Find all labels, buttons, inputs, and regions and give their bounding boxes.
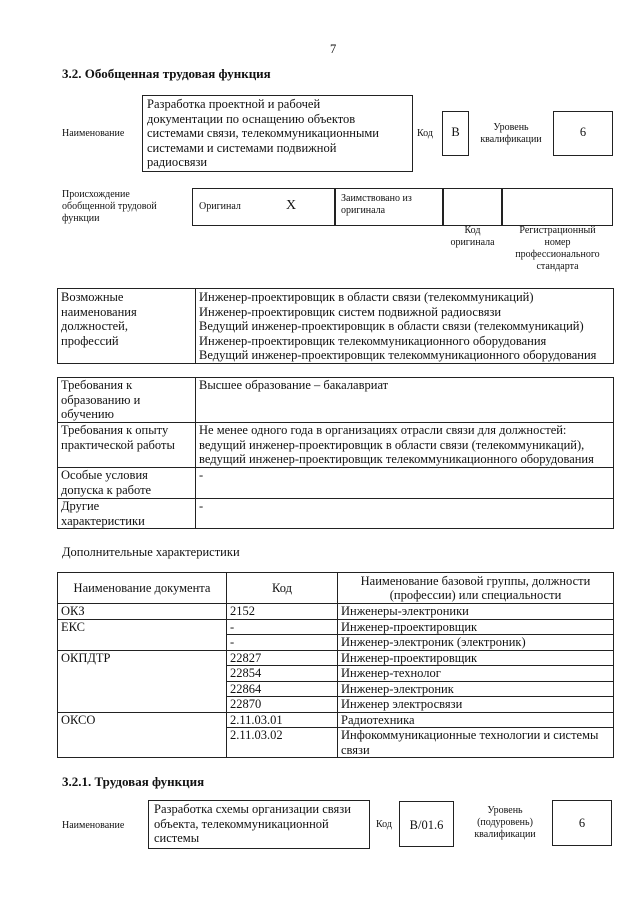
requirement-label-line: Требования к [61, 378, 133, 392]
table-row [58, 604, 614, 620]
additional-header-row [58, 573, 614, 604]
level-value: 6 [579, 125, 587, 139]
sub-level-label-line: квалификации [474, 829, 536, 840]
caption-line: стандарта [536, 261, 579, 272]
requirement-value-line: Не менее одного года в организациях отрасли связи для должностей: [199, 423, 567, 437]
labor-function-name-box [148, 800, 370, 849]
requirement-row [58, 499, 614, 529]
code-cell: 22870 [227, 697, 338, 713]
code-value: В [451, 125, 460, 139]
function-name-line: радиосвязи [147, 155, 208, 169]
position-item: Инженер-проектировщик телекоммуникационного оборудования [199, 333, 547, 348]
level-box [553, 111, 613, 156]
requirement-label [58, 468, 196, 499]
level-label-line: квалификации [480, 134, 542, 145]
requirement-value-line: ведущий инженер-проектировщик телекоммуникационного оборудования [199, 452, 594, 466]
function-name-box [142, 95, 413, 172]
doc-cell: ОКПДТР [58, 650, 227, 712]
name-cell: Радиотехника [338, 712, 614, 728]
requirement-label-line: Другие [61, 499, 100, 513]
code-cell: 22854 [227, 666, 338, 682]
original-box [192, 188, 335, 226]
original-mark: Х [286, 198, 297, 213]
labor-function-name-line: объекта, телекоммуникационной [154, 816, 329, 831]
additional-title: Дополнительные характеристики [62, 545, 240, 559]
requirement-label-line: допуска к работе [61, 482, 152, 497]
page-number: 7 [330, 42, 337, 56]
section-title: 3.2. Обобщенная трудовая функция [62, 66, 271, 81]
code-cell: 2152 [227, 604, 338, 620]
labor-function-name-line: Разработка схемы организации связи [154, 802, 351, 816]
name-cell: Инженеры-электроники [338, 604, 614, 620]
name-cell: Инженер-проектировщик [338, 650, 614, 666]
original-code-box [443, 188, 502, 226]
requirement-label-line: практической работы [61, 437, 175, 452]
requirement-value [196, 468, 614, 499]
position-item: Ведущий инженер-проектировщик в области связи (телекоммуникаций) [199, 319, 584, 333]
name-label: Наименование [62, 128, 125, 139]
sub-code-box [399, 801, 454, 847]
original-label: Оригинал [199, 201, 241, 212]
subsection-title: 3.2.1. Трудовая функция [62, 774, 205, 789]
positions-label-line: наименования [61, 304, 137, 319]
name-cell: Инженер-технолог [338, 666, 614, 682]
requirement-label-line: характеристики [61, 513, 145, 528]
positions-label-line: Возможные [61, 290, 124, 304]
header-name-line: (профессии) или специальности [389, 588, 562, 602]
requirement-label [58, 378, 196, 423]
sub-level-box [552, 800, 612, 846]
requirement-row [58, 378, 614, 423]
requirement-value-line: - [199, 468, 204, 482]
header-name-line: Наименование базовой группы, должности [360, 573, 591, 588]
requirement-label [58, 423, 196, 468]
caption-line: Регистрационный [519, 225, 596, 236]
requirement-value-line: Высшее образование – бакалавриат [199, 378, 389, 392]
sub-name-label: Наименование [62, 820, 125, 831]
name-cell: Инженер электросвязи [338, 697, 614, 713]
origin-label-line: Происхождение [62, 189, 130, 200]
original-code-caption [443, 225, 502, 249]
requirement-value [196, 499, 614, 529]
requirement-label [58, 499, 196, 529]
header-code: Код [227, 573, 338, 604]
caption-line: профессионального [515, 249, 600, 260]
table-row [58, 712, 614, 728]
name-cell: Инженер-электроник (электроник) [338, 635, 614, 651]
table-row [58, 619, 614, 635]
positions-label [58, 289, 196, 364]
origin-label-line: функции [62, 213, 100, 224]
labor-function-name-line: системы [154, 831, 200, 845]
requirement-label-line: Требования к опыту [61, 423, 169, 437]
positions-label-line: должностей, [61, 319, 128, 333]
requirement-label-line: образованию и [61, 392, 141, 407]
requirement-value [196, 423, 614, 468]
function-name-line: системами и системами подвижной [147, 140, 337, 155]
position-item: Инженер-проектировщик в области связи (телекоммуникаций) [199, 290, 534, 304]
requirement-value [196, 378, 614, 423]
registration-number-caption [502, 225, 613, 273]
function-name-line: Разработка проектной и рабочей [147, 97, 321, 111]
requirement-label-line: обучению [61, 407, 114, 421]
sub-code-label: Код [376, 819, 392, 830]
position-item: Инженер-проектировщик систем подвижной радиосвязи [199, 304, 502, 319]
position-item: Ведущий инженер-проектировщик телекоммуникационного оборудования [199, 348, 597, 362]
sub-level-label-line: Уровень [487, 805, 523, 816]
positions-label-line: профессий [61, 333, 119, 348]
requirements-table [57, 377, 614, 529]
requirement-value-line: ведущий инженер-проектировщик в области связи (телекоммуникаций), [199, 437, 585, 452]
origin-label-line: обобщенной трудовой [62, 201, 157, 212]
header-name [338, 573, 614, 604]
name-cell: Инфокоммуникационные технологии и системы связи [338, 728, 614, 758]
sub-level-value: 6 [578, 816, 586, 830]
borrowed-box [335, 188, 443, 226]
sub-level-label-line: (подуровень) [477, 817, 533, 828]
code-cell: 2.11.03.01 [227, 712, 338, 728]
origin-label [62, 189, 157, 225]
caption-line: оригинала [450, 237, 495, 248]
requirement-label-line: Особые условия [61, 468, 148, 482]
requirement-row [58, 468, 614, 499]
doc-cell: ОКСО [58, 712, 227, 758]
level-label [474, 122, 548, 146]
level-label-line: Уровень [493, 122, 529, 133]
code-cell: 22864 [227, 681, 338, 697]
function-name-line: документации по оснащению объектов [147, 111, 356, 126]
code-cell: - [227, 635, 338, 651]
code-cell: 2.11.03.02 [227, 728, 338, 758]
additional-table [57, 572, 614, 758]
function-name-line: системами связи, телекоммуникационными [147, 126, 379, 140]
code-cell: 22827 [227, 650, 338, 666]
sub-code-value: B/01.6 [409, 818, 444, 832]
header-doc: Наименование документа [58, 573, 227, 604]
positions-list [196, 289, 614, 364]
code-cell: - [227, 619, 338, 635]
doc-cell: ОКЗ [58, 604, 227, 620]
borrowed-label-line: оригинала [341, 205, 386, 216]
caption-line: номер [544, 237, 571, 248]
name-cell: Инженер-проектировщик [338, 619, 614, 635]
code-label: Код [417, 128, 433, 139]
table-row [58, 650, 614, 666]
borrowed-label-line: Заимствовано из [341, 193, 412, 204]
requirement-value-line: - [199, 499, 204, 513]
doc-cell: ЕКС [58, 619, 227, 650]
code-box [442, 111, 469, 156]
requirement-row [58, 423, 614, 468]
registration-number-box [502, 188, 613, 226]
caption-line: Код [464, 225, 481, 236]
sub-level-label [465, 805, 545, 841]
positions-table [57, 288, 614, 364]
name-cell: Инженер-электроник [338, 681, 614, 697]
